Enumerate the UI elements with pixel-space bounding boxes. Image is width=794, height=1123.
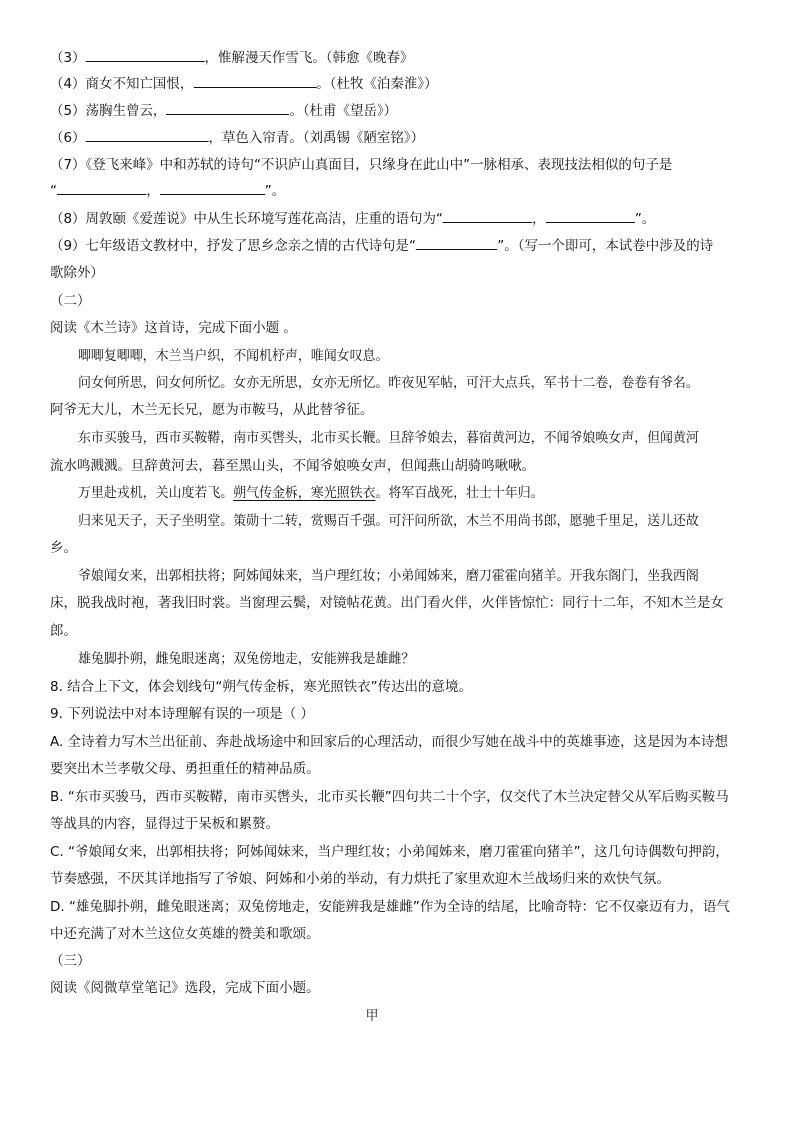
section-intro-2: 阅读《木兰诗》这首诗，完成下面小题 。 <box>50 320 297 336</box>
comma: ， <box>532 211 546 227</box>
fill-item-5 <box>50 101 744 121</box>
quote-mark: “ <box>50 183 57 199</box>
poem-para-4 <box>78 483 744 503</box>
poem-para-5-line1: 归来见天子，天子坐明堂。策勋十二转，赏赐百千强。可汗问所欲，木兰不用尚书郎，愿驰千里足，送儿还故 <box>78 513 699 529</box>
fill-item-8 <box>50 209 744 229</box>
answer-blank[interactable] <box>193 74 316 88</box>
quote-close: ”。 <box>634 211 656 227</box>
answer-blank[interactable] <box>160 181 265 195</box>
item-number: （6） <box>50 130 86 146</box>
answer-blank[interactable] <box>57 181 146 195</box>
answer-blank[interactable] <box>86 128 209 142</box>
item-number: （3） <box>50 50 86 66</box>
poem-para-7: 雄兔脚扑朔，雌兔眼迷离；双兔傍地走，安能辨我是雄雌？ <box>78 651 415 667</box>
answer-blank[interactable] <box>86 48 205 62</box>
item-text-after: ”。（写一个即可，本试卷中涉及的诗 <box>497 238 714 254</box>
option-d-line2: 中还充满了对木兰这位女英雄的赞美和歌颂。 <box>50 926 320 942</box>
question-9-stem: 9. 下列说法中对本诗理解有误的一项是（ ） <box>50 706 315 722</box>
item-text-after: ，惟解漫天作雪飞。（韩愈《晚春》 <box>204 50 414 66</box>
item-text-before: 荡胸生曾云， <box>85 103 167 119</box>
poem-para-3-line1: 东市买骏马，西市买鞍鞯，南市买辔头，北市买长鞭。旦辞爷娘去，暮宿黄河边，不闻爷娘唤女声，但闻黄河 <box>78 430 699 446</box>
fill-item-7-line1: （7）《登飞来峰》中和苏轼的诗句“不识庐山真面目，只缘身在此山中”一脉相承、表现技法相似的句子是 <box>50 157 673 173</box>
poem-text: 。将军百战死，壮士十年归。 <box>375 485 544 501</box>
item-number: （5） <box>50 103 86 119</box>
option-b-line2: 等战具的内容，显得过于呆板和累赘。 <box>50 816 280 832</box>
item-text-before: （9）七年级语文教材中，抒发了思乡念亲之情的古代诗句是“ <box>50 238 416 254</box>
poem-para-3-line2: 流水鸣溅溅。旦辞黄河去，暮至黑山头，不闻爷娘唤女声，但闻燕山胡骑鸣啾啾。 <box>50 458 536 474</box>
answer-blank[interactable] <box>546 209 635 223</box>
fill-item-3 <box>50 48 744 68</box>
poem-para-2-line1: 问女何所思，问女何所忆。女亦无所思，女亦无所忆。昨夜见军帖，可汗大点兵，军书十二卷，卷卷有爷名。 <box>78 375 699 391</box>
poem-para-6-line1: 爷娘闻女来，出郭相扶将；阿姊闻妹来，当户理红妆；小弟闻姊来，磨刀霍霍向猪羊。开我东阁门，坐我西阁 <box>78 568 699 584</box>
poem-para-5-line2: 乡。 <box>50 540 77 556</box>
answer-blank[interactable] <box>416 236 497 250</box>
item-text-after: 。（杜牧《泊秦淮》） <box>316 76 438 92</box>
fill-item-6 <box>50 128 744 148</box>
item-text-after: 。（杜甫《望岳》） <box>289 103 398 119</box>
quote-close: ”。 <box>264 183 286 199</box>
question-8: 8. 结合上下文，体会划线句“朔气传金柝，寒光照铁衣”传达出的意境。 <box>50 679 472 695</box>
fill-item-9-line2: 歌除外） <box>50 265 104 281</box>
section-intro-3: 阅读《阅微草堂笔记》选段，完成下面小题。 <box>50 980 320 996</box>
subsection-label: 甲 <box>365 1008 379 1024</box>
item-text-before: （8）周敦颐《爱莲说》中从生长环境写莲花高洁，庄重的语句为“ <box>50 211 443 227</box>
fill-item-9 <box>50 236 744 256</box>
item-text-after: ，草色入帘青。（刘禹锡《陋室铭》） <box>208 130 425 146</box>
option-c-line2: 节奏感强，不厌其详地指写了爷娘、阿姊和小弟的举动，有力烘托了家里欢迎木兰战场归来的欢快气氛。 <box>50 871 670 887</box>
section-heading-2: （二） <box>50 293 91 309</box>
item-text-before: 商女不知亡国恨， <box>85 76 194 92</box>
answer-blank[interactable] <box>166 101 289 115</box>
underlined-line: 朔气传金柝，寒光照铁衣 <box>233 485 376 501</box>
item-number: （4） <box>50 76 86 92</box>
option-d-line1: D. “雄兔脚扑朔，雌兔眼迷离；双兔傍地走，安能辨我是雄雌”作为全诗的结尾，比喻奇特：它不仅豪迈有力，语气 <box>50 899 730 915</box>
poem-para-2-line2: 阿爷无大儿，木兰无长兄，愿为市鞍马，从此替爷征。 <box>50 402 374 418</box>
answer-blank[interactable] <box>443 209 532 223</box>
poem-para-1: 唧唧复唧唧，木兰当户织，不闻机杼声，唯闻女叹息。 <box>78 348 389 364</box>
option-b-line1: B. “东市买骏马，西市买鞍鞯，南市买辔头，北市买长鞭”四句共二十个字，仅交代了木兰决定替父从军后购买鞍马 <box>50 789 729 805</box>
option-a-line1: A. 全诗着力写木兰出征前、奔赴战场途中和回家后的心理活动，而很少写她在战斗中的英雄事迹，这是因为本诗想 <box>50 734 728 750</box>
poem-para-6-line2: 床，脱我战时袍，著我旧时裳。当窗理云鬓，对镜帖花黄。出门看火伴，火伴皆惊忙：同行十二年，不知木兰是女 <box>50 595 724 611</box>
comma: ， <box>146 183 160 199</box>
option-c-line1: C. “爷娘闻女来，出郭相扶将；阿姊闻妹来，当户理红妆；小弟闻姊来，磨刀霍霍向猪羊”，这几句诗偶数句押韵， <box>50 844 729 860</box>
fill-item-7-line2 <box>50 181 744 201</box>
poem-text: 万里赴戎机，关山度若飞。 <box>78 485 234 501</box>
poem-para-6-line3: 郎。 <box>50 623 77 639</box>
fill-item-4 <box>50 74 744 94</box>
option-a-line2: 要突出木兰孝敬父母、勇担重任的精神品质。 <box>50 761 320 777</box>
section-heading-3: （三） <box>50 953 91 969</box>
